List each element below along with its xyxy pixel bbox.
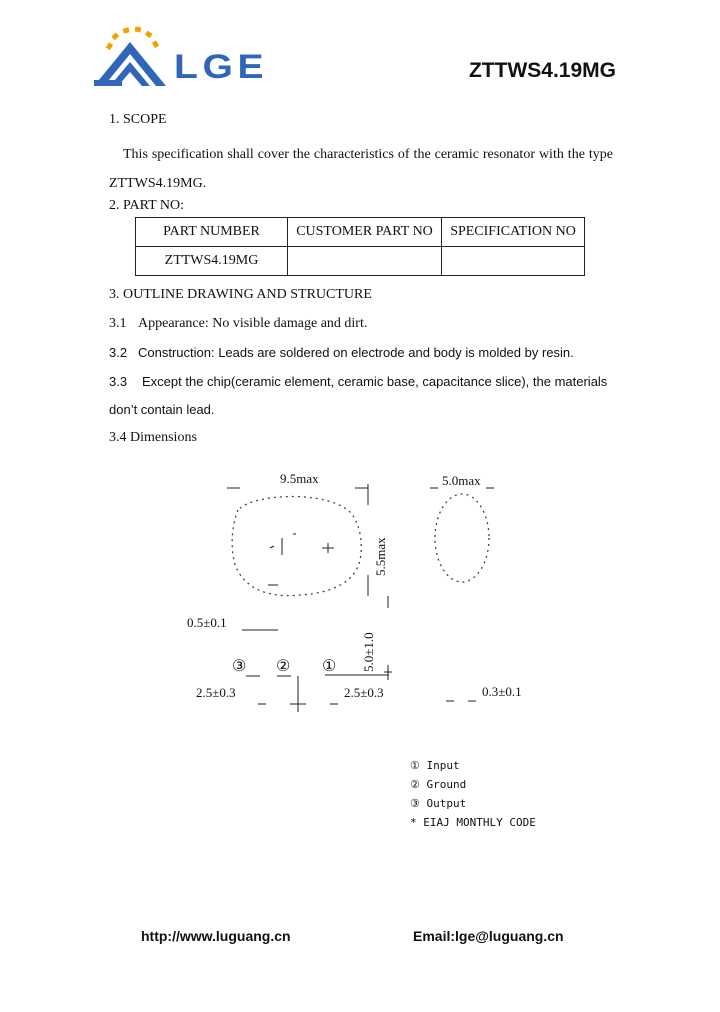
website-link[interactable]: http://www.luguang.cn [141, 928, 291, 944]
item-continuation: don’t contain lead. [109, 402, 215, 417]
dimension-pitch-right: 2.5±0.3 [344, 685, 384, 700]
column-header: CUSTOMER PART NO [288, 218, 442, 247]
pin-2-label: ② [276, 658, 291, 675]
dimensions-heading: 3.4 Dimensions [109, 430, 197, 445]
item-text: Construction: Leads are soldered on electrode and body is molded by resin. [138, 345, 574, 360]
logo-text: LGE [174, 48, 269, 86]
document-title: ZTTWS4.19MG [468, 59, 616, 82]
table-cell: ZTTWS4.19MG [136, 247, 288, 276]
item-number: 3.2 [109, 345, 128, 360]
pin-3-label: ③ [232, 658, 247, 675]
scope-heading: 1. SCOPE [109, 112, 167, 127]
item-number: 3.1 [109, 316, 127, 331]
item-number: 3.3 [109, 374, 128, 389]
outline-heading: 3. OUTLINE DRAWING AND STRUCTURE [109, 287, 372, 302]
dimension-lead-diameter: 0.5±0.1 [187, 615, 227, 630]
side-view-outline [435, 494, 489, 582]
dimension-thickness: 5.0max [442, 473, 481, 488]
legend-item: ① Input [410, 759, 460, 772]
legend-item: ② Ground [410, 778, 467, 791]
pin-1-label: ① [322, 658, 337, 675]
part-no-heading: 2. PART NO: [109, 198, 185, 213]
dimension-width: 9.5max [280, 471, 319, 486]
scope-text: This specification shall cover the characteristics of the ceramic resonator with the type ZTTWS4.19MG. [109, 147, 613, 191]
legend-item: * EIAJ MONTHLY CODE [410, 816, 536, 829]
legend-item: ③ Output [410, 797, 467, 810]
dimension-height: 5.5max [373, 537, 388, 576]
column-header: PART NUMBER [136, 218, 288, 247]
resonator-body-outline [232, 497, 361, 596]
item-text: Appearance: No visible damage and dirt. [138, 316, 368, 331]
pin-legend [410, 756, 536, 832]
dimension-lead-thickness: 0.3±0.1 [482, 684, 522, 699]
email-link[interactable]: Email:lge@luguang.cn [413, 928, 564, 944]
dimension-pitch-left: 2.5±0.3 [196, 685, 236, 700]
item-text: Except the chip(ceramic element, ceramic base, capacitance slice), the materials [142, 374, 608, 389]
dimension-lead-length: 5.0±1.0 [361, 632, 376, 672]
column-header: SPECIFICATION NO [442, 218, 585, 247]
